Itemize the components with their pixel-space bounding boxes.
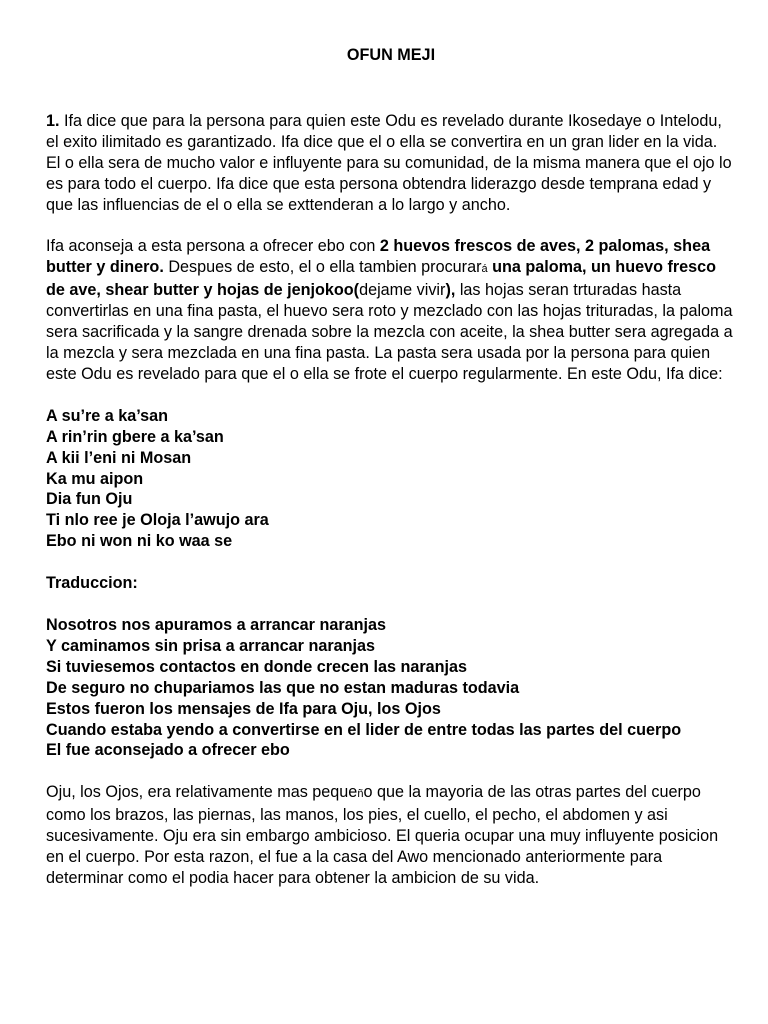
translation-heading: Traduccion: — [46, 574, 138, 593]
p3-text-2: o que la mayoria de las otras partes del cuerpo como los brazos, las piernas, las manos, los pies, el cuello, el pecho, el abdomen y asi sucesivamente. Oju era sin embargo ambicioso. El queria ocupar una muy influyente posicion en el cuerpo. Por esta razon, el fue a la casa del Awo mencionado anteriormente para determinar como el podia hacer para obtener la ambicion de su vida. — [46, 783, 719, 887]
verse-line: Ka mu aipon — [46, 469, 144, 488]
p3-glyph: ñ — [357, 788, 364, 801]
translation-block — [46, 615, 736, 761]
translation-line: Si tuviesemos contactos en donde crecen las naranjas — [46, 657, 468, 676]
p2-glyph: á — [481, 263, 488, 276]
verse-block — [46, 406, 736, 552]
translation-line: Cuando estaba yendo a convertirse en el lider de entre todas las partes del cuerpo — [46, 720, 682, 739]
translation-line: Y caminamos sin prisa a arrancar naranjas — [46, 636, 376, 655]
p2-bold-2: una paloma, un huevo fresco de ave, shear butter y hojas de jenjokoo( — [46, 258, 717, 300]
verse-line: Ti nlo ree je Oloja l’awujo ara — [46, 511, 269, 530]
paragraph-2 — [46, 236, 736, 384]
document-title: OFUN MEJI — [346, 46, 436, 64]
p3-text-1: Oju, los Ojos, era relativamente mas peque — [46, 783, 358, 802]
verse-line: Dia fun Oju — [46, 490, 133, 509]
paragraph-3 — [46, 782, 736, 889]
p2-bold-3: ), — [445, 281, 456, 300]
p2-bold-1: 2 huevos frescos de aves, 2 palomas, shea butter y dinero. — [46, 237, 711, 277]
paragraph-number: 1. — [46, 111, 60, 130]
p2-text-2: Despues de esto, el o ella tambien procurar — [163, 258, 482, 277]
translation-line: De seguro no chupariamos las que no estan maduras todavia — [46, 678, 520, 697]
document-body — [46, 45, 736, 910]
verse-line: A rin’rin gbere a ka’san — [46, 427, 224, 446]
paragraph-1 — [46, 111, 736, 216]
translation-line: Nosotros nos apuramos a arrancar naranjas — [46, 616, 387, 635]
verse-line: Ebo ni won ni ko waa se — [46, 532, 233, 551]
translation-line: Estos fueron los mensajes de Ifa para Oju, los Ojos — [46, 699, 441, 718]
verse-line: A kii l’eni ni Mosan — [46, 448, 192, 467]
translation-line: El fue aconsejado a ofrecer ebo — [46, 741, 290, 760]
p2-text-4: las hojas seran trturadas hasta convertirlas en una fina pasta, el huevo sera roto y mezclado con las hojas trituradas, la paloma sera sacrificada y la sangre drenada sobre la mezcla con aceite, la shea butter sera agregada a la mezcla y sera mezclada en una fina pasta. La pasta sera usada por la persona para quien este Odu es revelado para que el o ella se frote el cuerpo regularmente. En este Odu, Ifa dice: — [46, 281, 733, 383]
p2-text-1: Ifa aconseja a esta persona a ofrecer ebo con — [46, 237, 380, 256]
p2-text-3: dejame vivir — [359, 281, 446, 300]
paragraph-1-text: Ifa dice que para la persona para quien este Odu es revelado durante Ikosedaye o Intelodu, el exito ilimitado es garantizado. Ifa dice que el o ella se convertira en un gran lider en la vida. El o ella sera de mucho valor e influyente para su comunidad, de la misma manera que el ojo lo es para todo el cuerpo. Ifa dice que esta persona obtendra liderazgo desde temprana edad y que las influencias de el o ella se exttenderan a lo largo y ancho. — [46, 111, 732, 214]
verse-line: A su’re a ka’san — [46, 406, 169, 425]
